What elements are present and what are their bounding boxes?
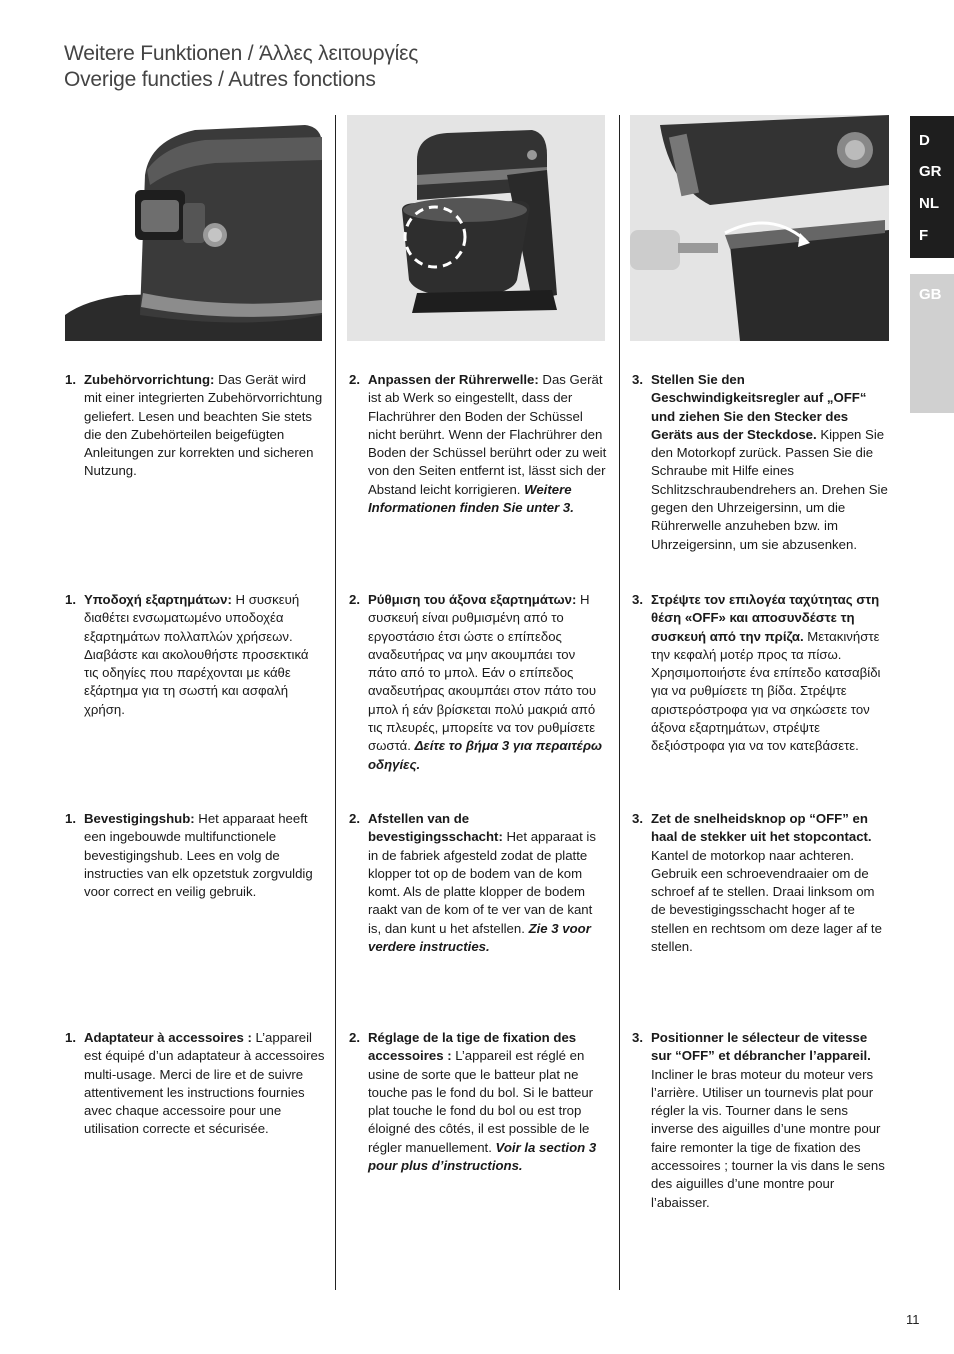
tab-gr[interactable]: GR — [919, 163, 942, 180]
language-tab-gb[interactable] — [910, 274, 954, 413]
screwdriver-adjust-image — [630, 115, 889, 341]
instruction-gr-1: 1. Υποδοχή εξαρτημάτων: Η συσκευή διαθέτει ενσωματωμένο υποδοχέα εξαρτημάτων πολλαπλών χρήσεων. Διαβάστε και ακολουθήστε προσεκτικά τις οδηγίες που παρέχονται με κάθε εξάρτημα για τη σωστή και ασφαλή χρήση. — [65, 592, 309, 717]
tab-nl[interactable]: NL — [919, 195, 939, 212]
instruction-fr-2: 2. Réglage de la tige de fixation des accessoires : L’appareil est réglé en usine de sorte que le batteur plat ne touche pas le fond du bol. Si le batteur plat touche le fond du bol ou est trop éloigné des côtés, il est possible de le régler manuellement. Voir la section 3 pour plus d’instructions. — [349, 1030, 597, 1174]
instruction-de-2: 2. Anpassen der Rührerwelle: Das Gerät ist ab Werk so eingestellt, dass der Flachrührer den Boden der Schüssel nicht berührt. Wenn der Flachrührer den Boden der Schüssel berührt oder zu weit von den Seiten entfernt ist, lässt sich der Abstand leicht korrigieren. Weitere Informationen finden Sie unter 3. — [349, 372, 607, 516]
page-title-line1: Weitere Funktionen / Άλλες λειτουργίες — [64, 42, 419, 65]
stand-mixer-image — [347, 115, 605, 341]
page-title-line2: Overige functies / Autres fonctions — [64, 68, 376, 91]
language-tabs-active — [910, 116, 954, 258]
instruction-nl-3: 3. Zet de snelheidsknop op “OFF” en haal de stekker uit het stopcontact. Kantel de motorkop naar achteren. Gebruik een schroevendraaier om de schroef af te stellen. Draai linksom om de bevestigingsschacht hoger af te stellen en rechtsom om deze lager af te stellen. — [632, 811, 882, 955]
instruction-gr-2: 2. Ρύθμιση του άξονα εξαρτημάτων: Η συσκευή είναι ρυθμισμένη από το εργοστάσιο έτσι ώστε ο επίπεδος αναδευτήρας να μην ακουμπάει τον πάτο από το μπολ. Εάν ο επίπεδος αναδευτήρας ακουμπάει στον πάτο του μπολ ή εάν βρίσκεται πολύ μακριά από τις πλευρές, μπορείτε να τον ρυθμίσετε σωστά. Δείτε το βήμα 3 για περαιτέρω οδηγίες. — [349, 592, 602, 772]
instruction-fr-3: 3. Positionner le sélecteur de vitesse sur “OFF” et débrancher l’appareil. Incliner le bras moteur du moteur vers l’arrière. Utiliser un tournevis plat pour régler la vis. Tourner dans le sens inverse des aiguilles d’une montre pour faire remonter la tige de fixation des accessoires ; tourner la vis dans le sens des aiguilles d’une montre pour l’abaisser. — [632, 1030, 885, 1210]
instruction-fr-1: 1. Adaptateur à accessoires : L’appareil est équipé d’un adaptateur à accessoires multi-usage. Merci de lire et de suivre attentivement les instructions fournies avec chaque accessoire pour une utilisation correcte et sécurisée. — [65, 1030, 325, 1137]
tab-d[interactable]: D — [919, 132, 930, 149]
column-divider — [619, 115, 620, 1290]
instruction-de-1: 1. Zubehörvorrichtung: Das Gerät wird mit einer integrierten Zubehörvorrichtung geliefert. Lesen und beachten Sie stets die den Zubehörteilen beigefügten Anleitungen zur korrekten und sicheren Nutzung. — [65, 372, 323, 479]
attachment-hub-image — [65, 115, 322, 341]
instruction-nl-1: 1. Bevestigingshub: Het apparaat heeft een ingebouwde multifunctionele bevestigingshub. Lees en volg de instructies van elk opzetstuk zorgvuldig voor correct en veilig gebruik. — [65, 811, 313, 900]
instruction-de-3: 3. Stellen Sie den Geschwindigkeitsregler auf „OFF“ und ziehen Sie den Stecker des Geräts aus der Steckdose. Kippen Sie den Motorkopf zurück. Passen Sie die Schraube mit Hilfe eines Schlitzschraubendrehers an. Drehen Sie gegen den Uhrzeigersinn, um die Rührerwelle anzuheben bzw. im Uhrzeigersinn, um sie abzusenken. — [632, 372, 888, 552]
instruction-gr-3: 3. Στρέψτε τον επιλογέα ταχύτητας στη θέση «OFF» και αποσυνδέστε τη συσκευή από την πρίζα. Μετακινήστε την κεφαλή μοτέρ προς τα πίσω. Χρησιμοποιήστε ένα επίπεδο κατσαβίδι για να ρυθμίσετε τη βίδα. Στρέψτε αριστερόστροφα για να σηκώσετε τον άξονα εξαρτημάτων, στρέψτε δεξιόστροφα για να τον κατεβάσετε. — [632, 592, 881, 754]
tab-f[interactable]: F — [919, 227, 929, 244]
page-number: 11 — [906, 1312, 920, 1327]
tab-gb[interactable]: GB — [919, 286, 942, 303]
instruction-nl-2: 2. Afstellen van de bevestigingsschacht: Het apparaat is in de fabriek afgesteld zodat de platte klopper tot op de bodem van de kom komt. Als de platte klopper de bodem raakt van de kom of te ver van de kant is, dan kunt u het afstellen. Zie 3 voor verdere instructies. — [349, 811, 596, 955]
column-divider — [335, 115, 336, 1290]
